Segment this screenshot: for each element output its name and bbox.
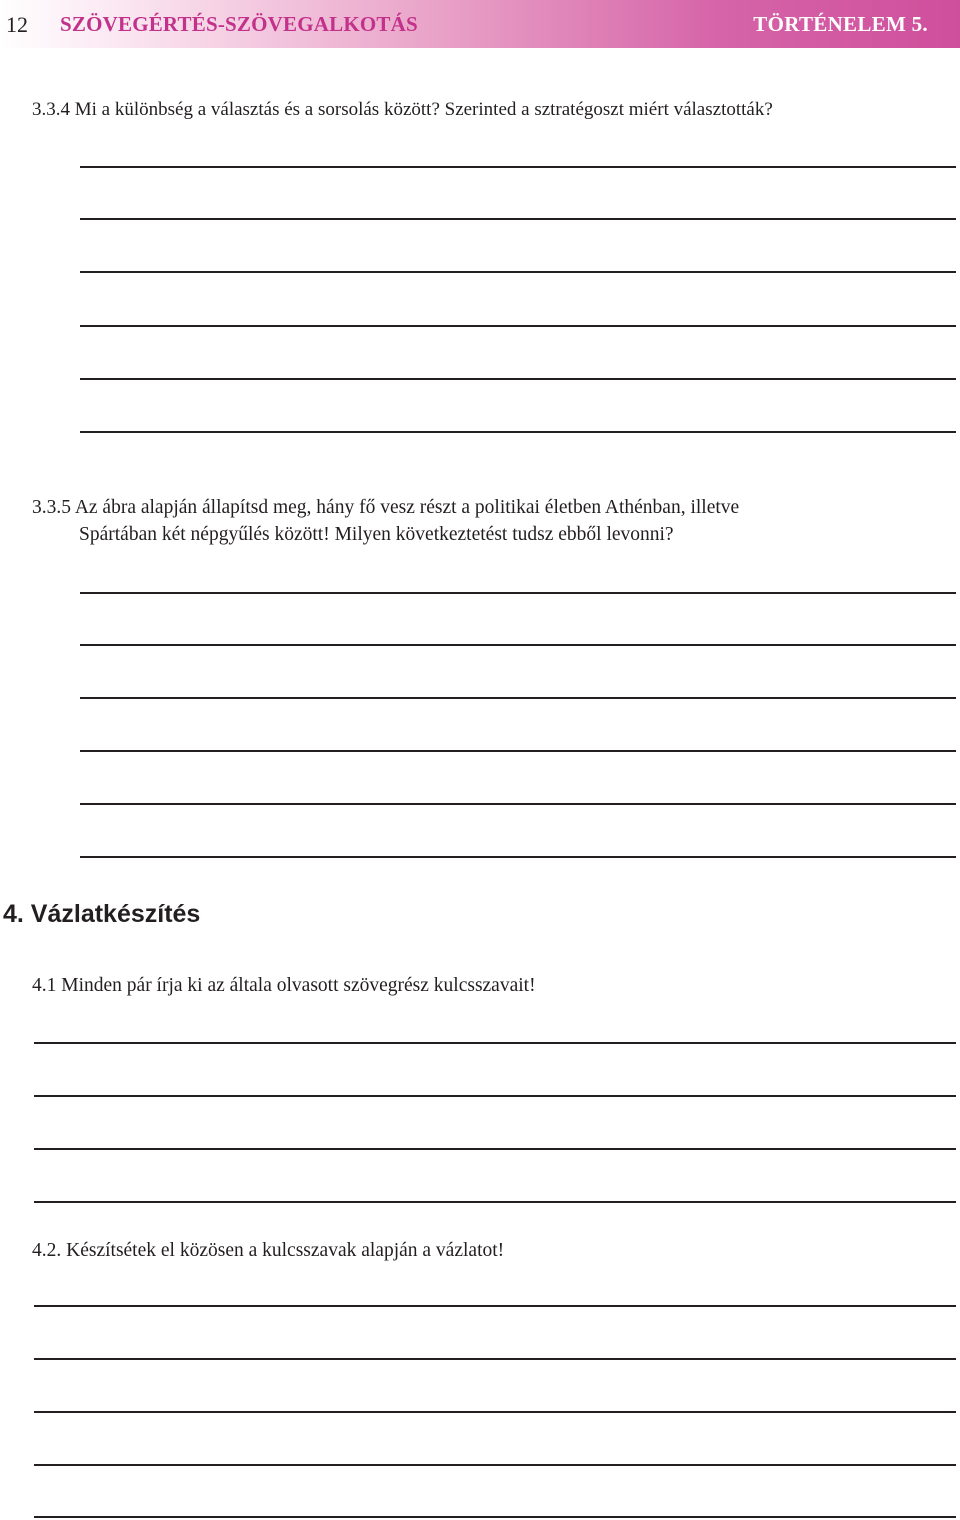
question-3-3-5	[32, 494, 739, 548]
answer-line[interactable]	[80, 856, 956, 858]
answer-line[interactable]	[80, 378, 956, 380]
answer-line[interactable]	[80, 271, 956, 273]
header-title: SZÖVEGÉRTÉS-SZÖVEGALKOTÁS	[60, 12, 418, 36]
answer-line[interactable]	[34, 1411, 956, 1413]
section-heading: 4. Vázlatkészítés	[3, 900, 201, 928]
question-number: 3.3.5	[32, 497, 71, 518]
answer-line[interactable]	[80, 218, 956, 220]
answer-line[interactable]	[80, 697, 956, 699]
answer-line[interactable]	[80, 325, 956, 327]
answer-line[interactable]	[80, 431, 956, 433]
question-4-1: 4.1 Minden pár írja ki az általa olvasott szövegrész kulcsszavait!	[32, 975, 536, 996]
answer-line[interactable]	[34, 1201, 956, 1203]
answer-line[interactable]	[80, 592, 956, 594]
answer-line[interactable]	[80, 803, 956, 805]
answer-line[interactable]	[80, 750, 956, 752]
answer-line[interactable]	[80, 166, 956, 168]
header-subject: TÖRTÉNELEM 5.	[753, 12, 928, 36]
answer-line[interactable]	[34, 1305, 956, 1307]
answer-line[interactable]	[34, 1516, 956, 1518]
question-number: 3.3.4	[32, 99, 70, 120]
question-4-2: 4.2. Készítsétek el közösen a kulcsszavak alapján a vázlatot!	[32, 1240, 505, 1261]
question-text: Mi a különbség a választás és a sorsolás között? Szerinted a sztratégoszt miért választották?	[74, 99, 773, 120]
page-number: 12	[6, 12, 28, 37]
answer-line[interactable]	[34, 1358, 956, 1360]
answer-line[interactable]	[34, 1042, 956, 1044]
answer-line[interactable]	[34, 1095, 956, 1097]
answer-line[interactable]	[80, 644, 956, 646]
question-3-3-4	[32, 96, 773, 123]
page-header	[0, 0, 960, 48]
question-text-line-2: Spártában két népgyűlés között! Milyen következtetést tudsz ebből levonni?	[79, 524, 674, 545]
question-text-line-1: Az ábra alapján állapítsd meg, hány fő vesz részt a politikai életben Athénban, illetve	[74, 497, 740, 518]
answer-line[interactable]	[34, 1148, 956, 1150]
answer-line[interactable]	[34, 1464, 956, 1466]
